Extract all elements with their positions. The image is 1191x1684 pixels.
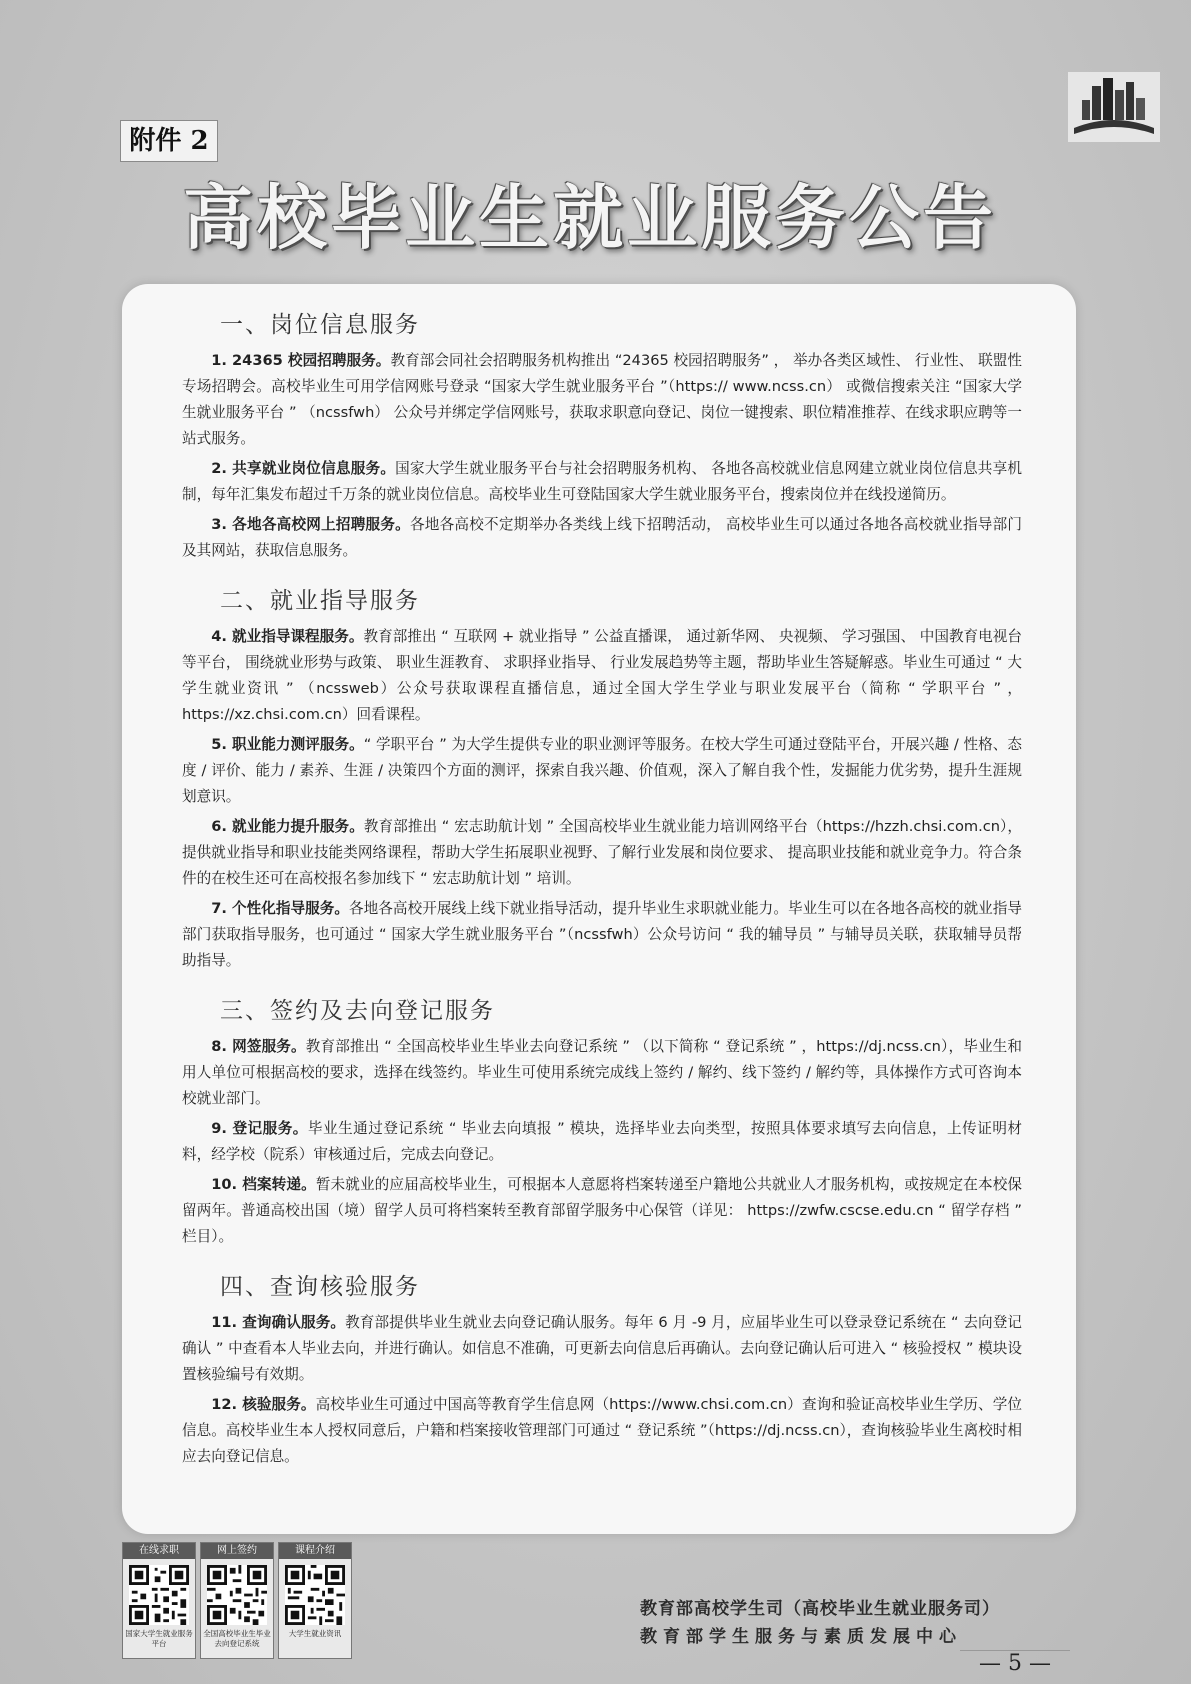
list-item bbox=[182, 1310, 1022, 1388]
list-item bbox=[182, 1172, 1022, 1250]
item-lead: 4. 就业指导课程服务。 bbox=[211, 628, 364, 645]
item-lead: 3. 各地各高校网上招聘服务。 bbox=[211, 516, 410, 533]
qr-card-header: 在线求职 bbox=[123, 1543, 195, 1559]
qr-card-caption: 大学生就业资讯 bbox=[288, 1629, 342, 1638]
qr-code-icon bbox=[129, 1565, 189, 1625]
section-heading: 三、签约及去向登记服务 bbox=[220, 998, 495, 1024]
qr-card-caption: 全国高校毕业生毕业去向登记系统 bbox=[203, 1629, 271, 1648]
announcement-content bbox=[182, 308, 1022, 1474]
annex-label: 附件 2 bbox=[120, 120, 218, 162]
item-text: 教育部会同社会招聘服务机构推出 “24365 校园招聘服务” ， 举办各类区域性、 行业性、 联盟性专场招聘会。高校毕业生可用学信网账号登录 “国家大学生就业服务平台 ”（https:// www.ncss.cn） 或微信搜索关注 “国家大学生就业服务平台 ” （ncssfwh） 公众号并绑定学信网账号，获取求职意向登记、岗位一键搜索、职位精准推荐、在线求职应聘等一站式服务。 bbox=[182, 352, 1022, 447]
qr-card-header: 网上签约 bbox=[201, 1543, 273, 1559]
qr-code-icon bbox=[285, 1565, 345, 1625]
item-lead: 5. 职业能力测评服务。 bbox=[211, 736, 364, 753]
list-item bbox=[182, 624, 1022, 728]
list-item bbox=[182, 1034, 1022, 1112]
item-lead: 6. 就业能力提升服务。 bbox=[211, 818, 364, 835]
list-item bbox=[182, 814, 1022, 892]
item-text: 教育部推出 “ 宏志助航计划 ” 全国高校毕业生就业能力培训网络平台（https://hzzh.chsi.com.cn），提供就业指导和职业技能类网络课程，帮助大学生拓展职业视野、了解行业发展和岗位要求、 提高职业技能和就业竞争力。符合条件的在校生还可在高校报名参加线下 “ 宏志助航计划 ” 培训。 bbox=[182, 818, 1023, 887]
list-item bbox=[182, 512, 1022, 564]
section-heading: 一、岗位信息服务 bbox=[220, 312, 420, 338]
qr-card-header: 课程介绍 bbox=[279, 1543, 351, 1559]
section-guidance bbox=[182, 584, 1022, 974]
list-item bbox=[182, 456, 1022, 508]
item-lead: 8. 网签服务。 bbox=[211, 1038, 306, 1055]
qr-code-icon bbox=[207, 1565, 267, 1625]
item-lead: 12. 核验服务。 bbox=[211, 1396, 316, 1413]
list-item bbox=[182, 1116, 1022, 1168]
item-lead: 7. 个性化指导服务。 bbox=[211, 900, 350, 917]
qr-card-course-intro[interactable] bbox=[278, 1542, 352, 1659]
section-heading: 四、查询核验服务 bbox=[220, 1274, 420, 1300]
item-text: 暂未就业的应届高校毕业生，可根据本人意愿将档案转递至户籍地公共就业人才服务机构，或按规定在本校保留两年。普通高校出国（境）留学人员可将档案转至教育部留学服务中心保管（详见： https://zwfw.cscse.edu.cn “ 留学存档 ” 栏目）。 bbox=[182, 1176, 1022, 1245]
item-lead: 1. 24365 校园招聘服务。 bbox=[211, 352, 391, 369]
item-text: 教育部提供毕业生就业去向登记确认服务。每年 6 月 -9 月，应届毕业生可以登录登记系统在 “ 去向登记确认 ” 中查看本人毕业去向，并进行确认。如信息不准确，可更新去向信息后再确认。去向登记确认后可进入 “ 核验授权 ” 模块设置核验编号有效期。 bbox=[182, 1314, 1023, 1383]
list-item bbox=[182, 896, 1022, 974]
item-lead: 11. 查询确认服务。 bbox=[211, 1314, 346, 1331]
list-item bbox=[182, 732, 1022, 810]
item-text: 各地各高校不定期举办各类线上线下招聘活动， 高校毕业生可以通过各地各高校就业指导部门及其网站，获取信息服务。 bbox=[182, 516, 1022, 559]
page-title: 高校毕业生就业服务公告 bbox=[183, 176, 997, 259]
item-text: 教育部推出 “ 互联网 + 就业指导 ” 公益直播课， 通过新华网、 央视频、 学习强国、 中国教育电视台等平台， 围绕就业形势与政策、 职业生涯教育、 求职择业指导、 行业发展趋势等主题，帮助毕业生答疑解惑。毕业生可通过 “ 大学生就业资讯 ” （ncssweb）公众号获取课程直播信息，通过全国大学生学业与职业发展平台（简称 “ 学职平台 ” ，https://xz.chsi.com.cn）回看课程。 bbox=[182, 628, 1022, 723]
item-text: 国家大学生就业服务平台与社会招聘服务机构、 各地各高校就业信息网建立就业岗位信息共享机制，每年汇集发布超过千万条的就业岗位信息。高校毕业生可登陆国家大学生就业服务平台，搜索岗位并在线投递简历。 bbox=[182, 460, 1022, 503]
list-item bbox=[182, 1392, 1022, 1470]
item-lead: 9. 登记服务。 bbox=[211, 1120, 308, 1137]
building-logo-icon bbox=[1068, 72, 1160, 142]
section-heading: 二、就业指导服务 bbox=[220, 588, 420, 614]
qr-card-caption: 国家大学生就业服务平台 bbox=[125, 1629, 193, 1648]
item-text: 高校毕业生可通过中国高等教育学生信息网（https://www.chsi.com.cn）查询和验证高校毕业生学历、学位信息。高校毕业生本人授权同意后，户籍和档案接收管理部门可通过 “ 登记系统 ”（https://dj.ncss.cn），查询核验毕业生离校时相应去向登记信息。 bbox=[182, 1396, 1022, 1465]
item-text: 教育部推出 “ 全国高校毕业生毕业去向登记系统 ” （以下简称 “ 登记系统 ” ，https://dj.ncss.cn），毕业生和用人单位可根据高校的要求，选择在线签约。毕业生可使用系统完成线上签约 / 解约、线下签约 / 解约等，具体操作方式可咨询本校就业部门。 bbox=[182, 1038, 1023, 1107]
item-lead: 2. 共享就业岗位信息服务。 bbox=[211, 460, 396, 477]
item-lead: 10. 档案转递。 bbox=[211, 1176, 316, 1193]
issuer-line-2: 教育部学生服务与素质发展中心 bbox=[640, 1627, 962, 1647]
section-signing bbox=[182, 994, 1022, 1250]
qr-card-online-signing[interactable] bbox=[200, 1542, 274, 1659]
item-text: “ 学职平台 ” 为大学生提供专业的职业测评等服务。在校大学生可通过登陆平台，开展兴趣 / 性格、态度 / 评价、能力 / 素养、生涯 / 决策四个方面的测评，探索自我兴趣、价值观，深入了解自我个性，发掘能力优劣势，提升生涯规划意识。 bbox=[182, 736, 1022, 805]
page-number: — 5 — bbox=[960, 1650, 1070, 1677]
list-item bbox=[182, 348, 1022, 452]
qr-card-job-search[interactable] bbox=[122, 1542, 196, 1659]
issuer-line-1: 教育部高校学生司（高校毕业生就业服务司） bbox=[640, 1599, 1000, 1619]
item-text: 各地各高校开展线上线下就业指导活动，提升毕业生求职就业能力。毕业生可以在各地各高校的就业指导部门获取指导服务，也可通过 “ 国家大学生就业服务平台 ”（ncssfwh）公众号访问 “ 我的辅导员 ” 与辅导员关联，获取辅导员帮助指导。 bbox=[182, 900, 1022, 969]
section-verification bbox=[182, 1270, 1022, 1470]
item-text: 毕业生通过登记系统 “ 毕业去向填报 ” 模块，选择毕业去向类型，按照具体要求填写去向信息，上传证明材料，经学校（院系）审核通过后，完成去向登记。 bbox=[182, 1120, 1023, 1163]
section-job-info bbox=[182, 308, 1022, 564]
qr-code-group bbox=[122, 1542, 352, 1657]
